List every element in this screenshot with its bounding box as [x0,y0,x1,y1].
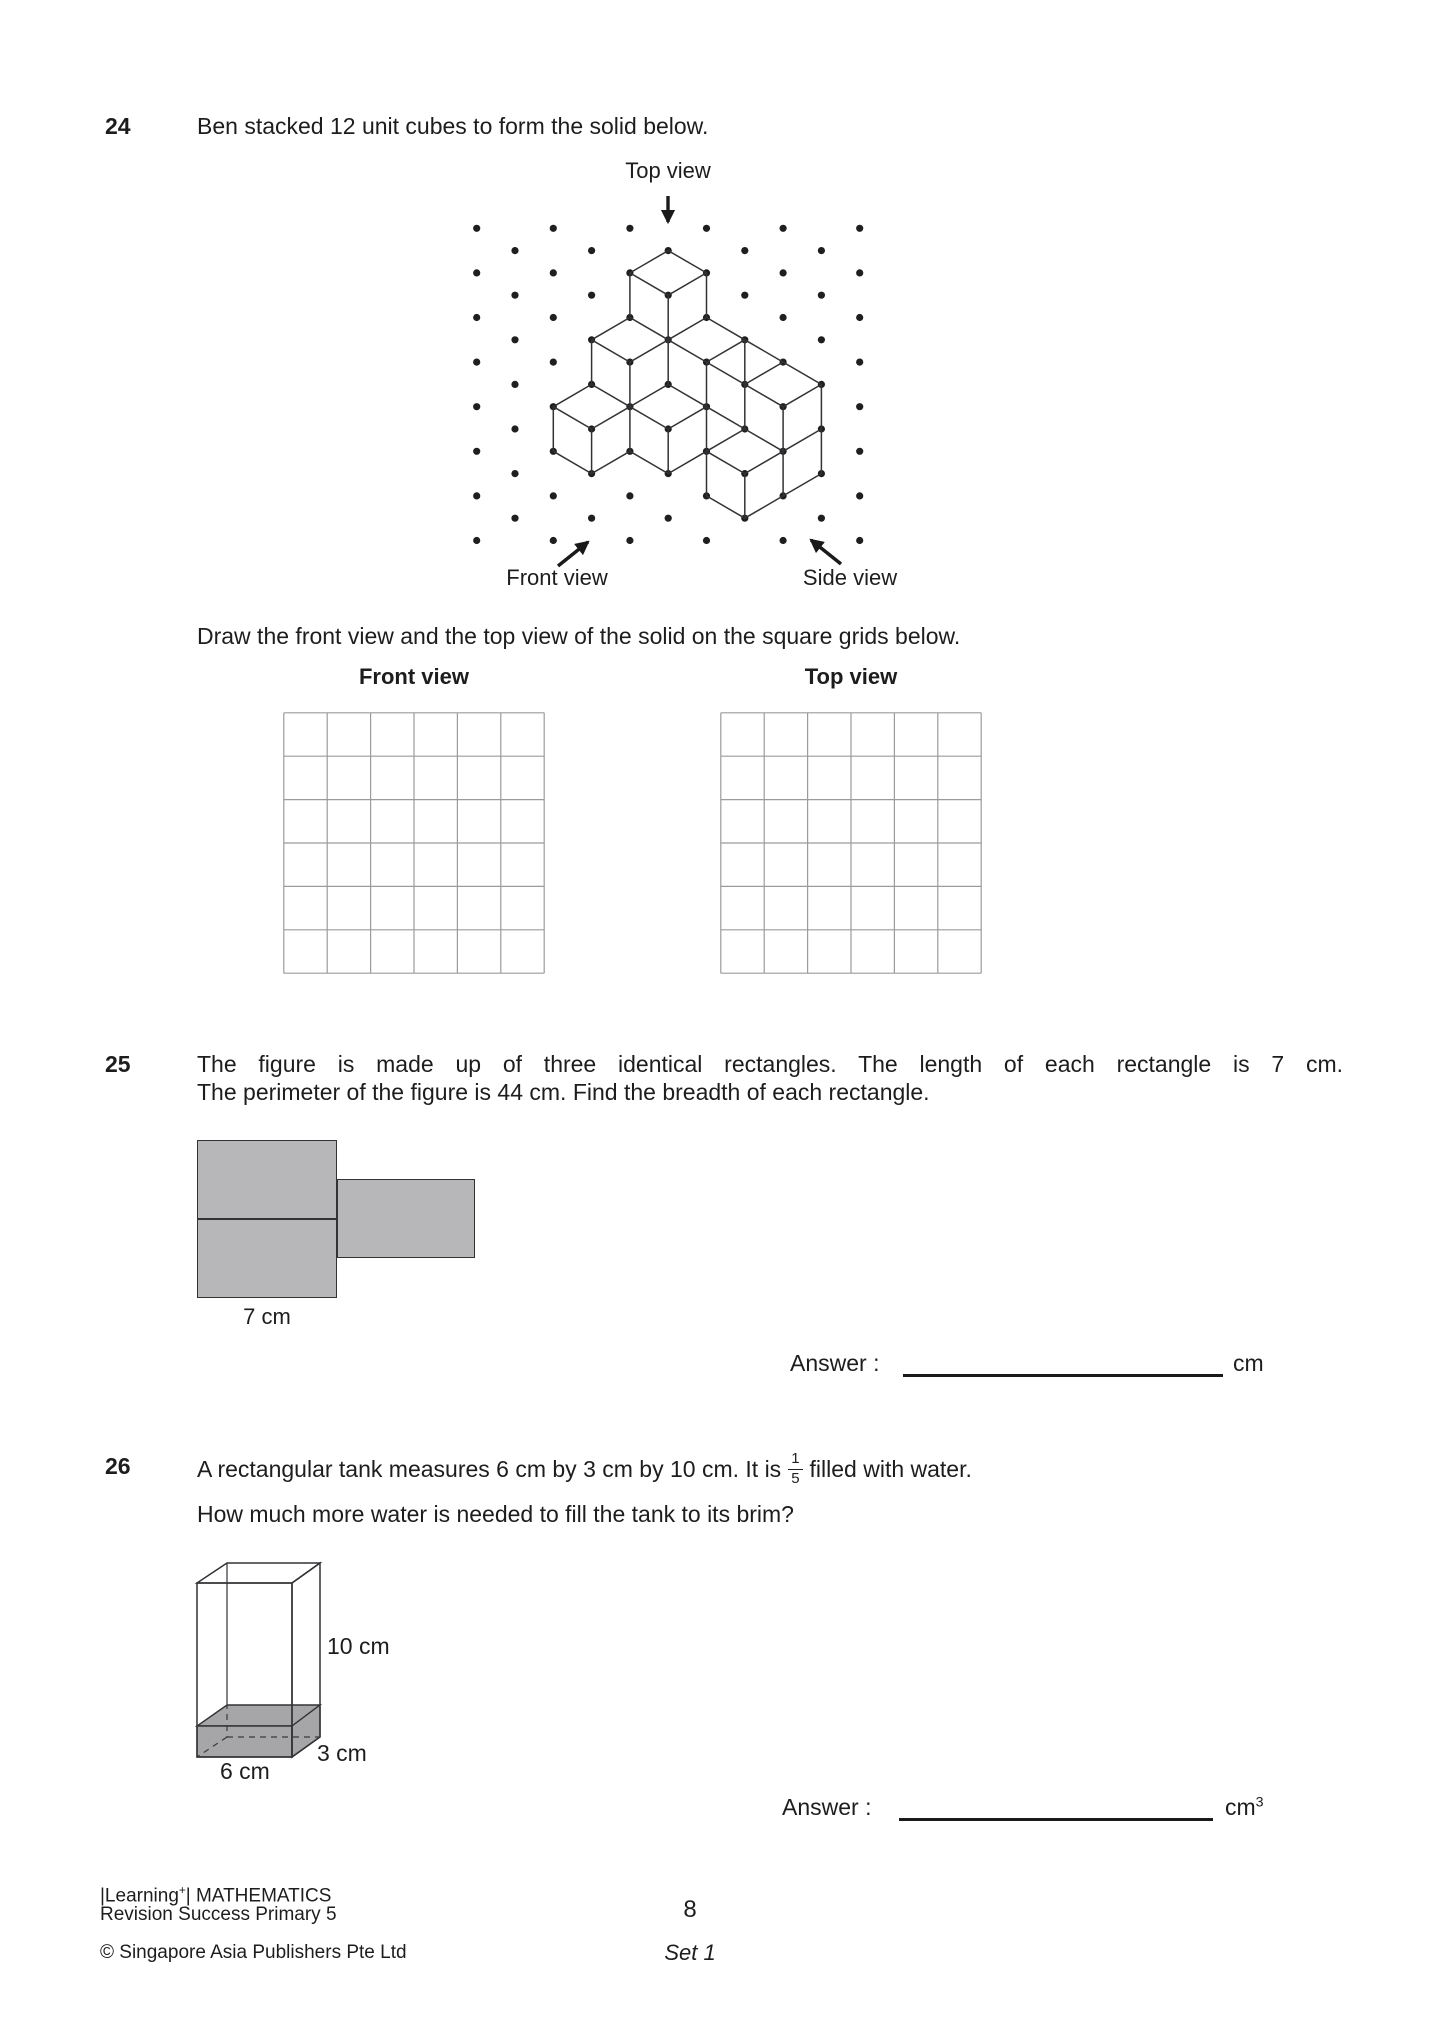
q25-prompt-line1: The figure is made up of three identical rectangles. The length of each rectangle is 7 cm. [197,1051,1343,1077]
rectangle-right [337,1179,475,1258]
footer-series: Revision Success Primary 5 [100,1904,337,1925]
tank-top-face [197,1563,320,1583]
fraction-denominator: 5 [791,1469,800,1487]
front-view-answer-grid [283,712,546,975]
fraction-one-fifth [788,1451,802,1488]
q26-answer-line [899,1818,1213,1821]
view-arrows [558,196,841,566]
tank-depth-label: 3 cm [317,1740,367,1766]
rectangle-top-left [197,1140,337,1219]
q26-answer-label: Answer : [782,1794,872,1820]
isometric-cube-figure [440,150,910,620]
q25-answer-unit: cm [1233,1350,1264,1376]
q25-number: 25 [105,1051,131,1077]
rectangle-bottom-left [197,1219,337,1298]
fraction-numerator: 1 [788,1451,802,1470]
q24-prompt: Ben stacked 12 unit cubes to form the solid below. [197,113,709,139]
page-number: 8 [683,1896,697,1923]
q25-length-label: 7 cm [243,1304,291,1329]
footer-copyright: © Singapore Asia Publishers Pte Ltd [100,1942,407,1963]
tank-figure [140,1555,470,1800]
tank-height-label: 10 cm [327,1633,390,1659]
top-view-answer-grid [720,712,983,975]
side-view-arrow [811,540,841,564]
q26-answer-unit: $cm^3$ [1225,1794,1264,1820]
water-front-face [197,1726,292,1757]
q24-draw-instruction: Draw the front view and the top view of the solid on the square grids below. [197,623,961,649]
top-view-label: Top view [625,158,711,183]
q26-answer-unit-exponent: 3 [1255,1794,1264,1811]
water-region [197,1705,320,1757]
q25-prompt-line2: The perimeter of the figure is 44 cm. Find the breadth of each rectangle. [197,1079,930,1105]
set-label: Set 1 [664,1940,716,1965]
footer-brand: |Learning+| MATHEMATICS [100,1884,332,1907]
q26-prompt-part2: filled with water. [809,1456,972,1482]
q24-number: 24 [105,113,131,139]
q26-prompt-line1 [197,1442,972,1496]
q25-answer-line [903,1374,1223,1377]
front-view-arrow [558,542,588,566]
tank-width-label: 6 cm [220,1758,270,1784]
front-grid-title: Front view [358,664,469,689]
q26-prompt-line2: How much more water is needed to fill the tank to its brim? [197,1501,794,1527]
footer-brand-plus: + [178,1884,186,1897]
side-view-label: Side view [802,565,898,590]
top-grid-title: Top view [804,664,898,689]
front-view-label: Front view [506,565,608,590]
q25-answer-label: Answer : [790,1350,880,1376]
q26-number: 26 [105,1453,131,1479]
q26-prompt-part1: A rectangular tank measures 6 cm by 3 cm by 10 cm. It is [197,1456,782,1482]
